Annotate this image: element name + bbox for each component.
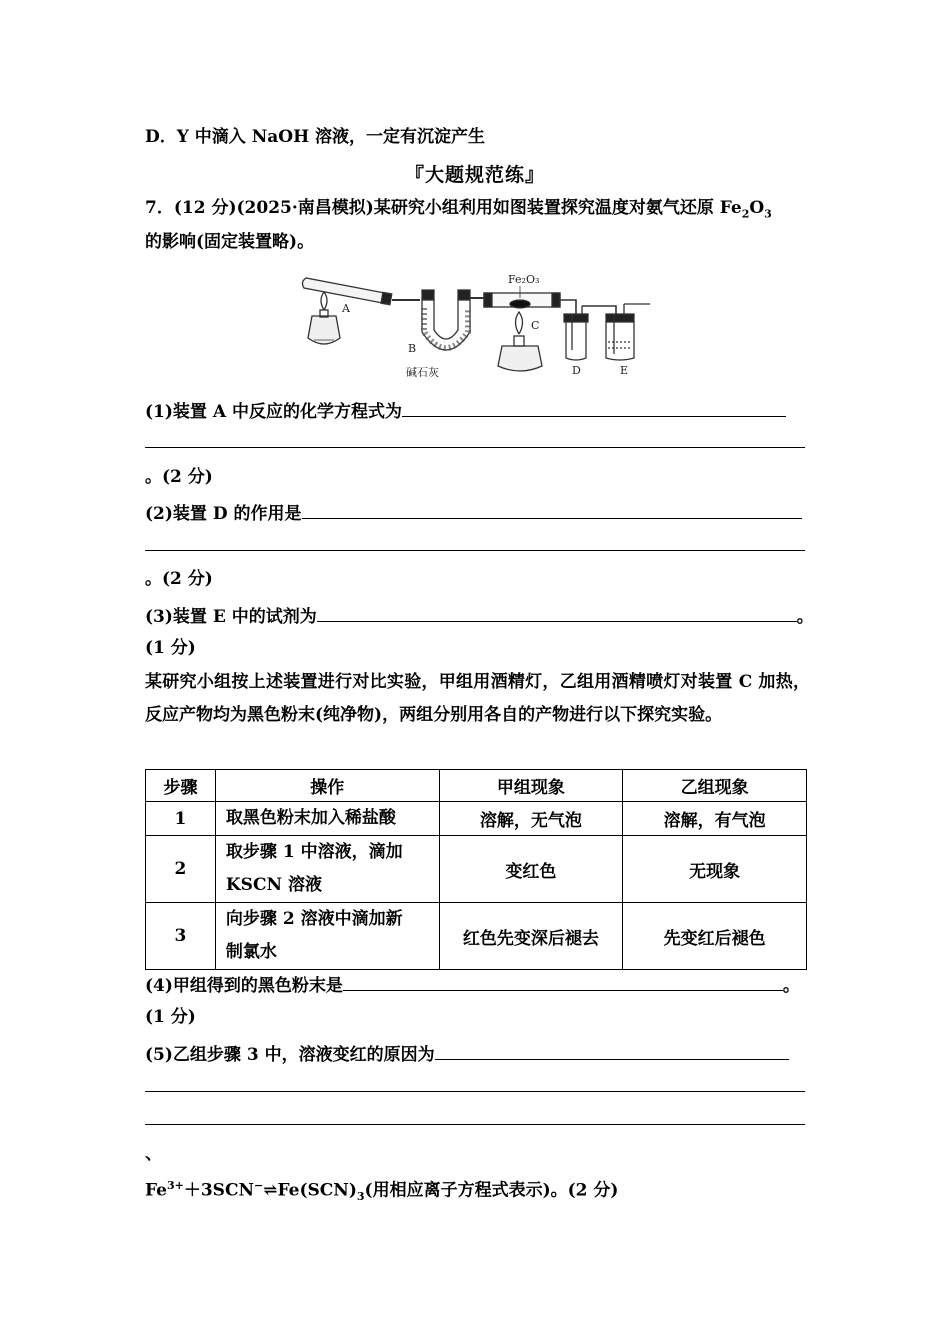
q7-intro-line2: 的影响(固定装置略)。	[145, 232, 315, 252]
label-d: D	[572, 364, 581, 377]
answer-line-5b[interactable]	[145, 1091, 805, 1092]
table-cell: 3	[146, 903, 216, 970]
q7-description: 某研究小组按上述装置进行对比实验，甲组用酒精灯，乙组用酒精喷灯对装置 C 加热，反应产物均为黑色粉末(纯净物)，两组分别用各自的产物进行以下探究实验。	[145, 672, 810, 725]
table-header-row	[146, 770, 807, 802]
label-a: A	[342, 302, 350, 315]
lamp-a	[308, 292, 340, 344]
q7-part2-score: 。(2 分)	[145, 569, 213, 589]
u-tube-b	[422, 290, 484, 350]
table-cell: 向步骤 2 溶液中滴加新 制氯水	[215, 903, 439, 970]
table-row	[146, 802, 807, 836]
answer-line-2b[interactable]	[145, 550, 805, 551]
table-cell: 1	[146, 802, 216, 836]
q7-intro: 7．(12 分)(2025·南昌模拟)某研究小组利用如图装置探究温度对氨气还原 $Fe_2O_3$	[145, 198, 772, 221]
label-c: C	[531, 319, 540, 332]
table-cell: 取步骤 1 中溶液，滴加 KSCN 溶液	[215, 836, 439, 903]
table-header: 步骤	[146, 770, 216, 802]
section-title: 『大题规范练』	[404, 164, 545, 186]
experiment-table	[145, 769, 807, 970]
option-d: D．Y 中滴入 NaOH 溶液，一定有沉淀产生	[145, 127, 486, 147]
q7-part4: (4)甲组得到的黑色粉末是 。	[145, 972, 800, 997]
table-cell: 变红色	[439, 836, 623, 903]
tube-a	[302, 278, 420, 305]
table-header: 乙组现象	[623, 770, 807, 802]
bottle-e	[606, 304, 650, 360]
answer-blank-4[interactable]	[343, 972, 783, 991]
table-cell: 红色先变深后褪去	[439, 903, 623, 970]
apparatus-figure	[298, 268, 656, 380]
table-cell: 溶解，有气泡	[623, 802, 807, 836]
q7-part3: (3)装置 E 中的试剂为 。	[145, 603, 814, 628]
answer-blank-3[interactable]	[317, 603, 797, 622]
q7-part4-score: (1 分)	[145, 1007, 196, 1027]
table-header: 操作	[215, 770, 439, 802]
table-cell: 2	[146, 836, 216, 903]
answer-blank-5[interactable]	[435, 1041, 789, 1060]
label-soda-lime: 碱石灰	[406, 366, 439, 379]
label-e: E	[620, 364, 629, 377]
table-cell: 先变红后褪色	[623, 903, 807, 970]
answer-blank-1[interactable]	[402, 398, 786, 417]
answer-blank-2[interactable]	[302, 500, 802, 519]
label-fe2o3: Fe₂O₃	[508, 273, 540, 286]
q7-part1: (1)装置 A 中反应的化学方程式为	[145, 398, 786, 423]
table-cell: 溶解，无气泡	[439, 802, 623, 836]
q7-part2: (2)装置 D 的作用是	[145, 500, 802, 525]
table-row	[146, 836, 807, 903]
answer-line-1b[interactable]	[145, 447, 805, 448]
label-b: B	[408, 342, 417, 355]
table-header: 甲组现象	[439, 770, 623, 802]
table-cell: 无现象	[623, 836, 807, 903]
q7-part1-score: 。(2 分)	[145, 467, 213, 487]
q7-part5-separator: 、	[145, 1144, 162, 1164]
q7-part5-equation: $Fe^{3+}+3SCN^-\rightleftharpoons Fe(SCN)_3$(用相应离子方程式表示)。(2 分)	[145, 1179, 619, 1204]
table-cell: 取黑色粉末加入稀盐酸	[215, 802, 439, 836]
tube-c	[484, 286, 560, 308]
answer-line-5c[interactable]	[145, 1124, 805, 1125]
q7-part5: (5)乙组步骤 3 中，溶液变红的原因为	[145, 1041, 789, 1066]
table-row	[146, 903, 807, 970]
q7-part3-score: (1 分)	[145, 638, 196, 658]
